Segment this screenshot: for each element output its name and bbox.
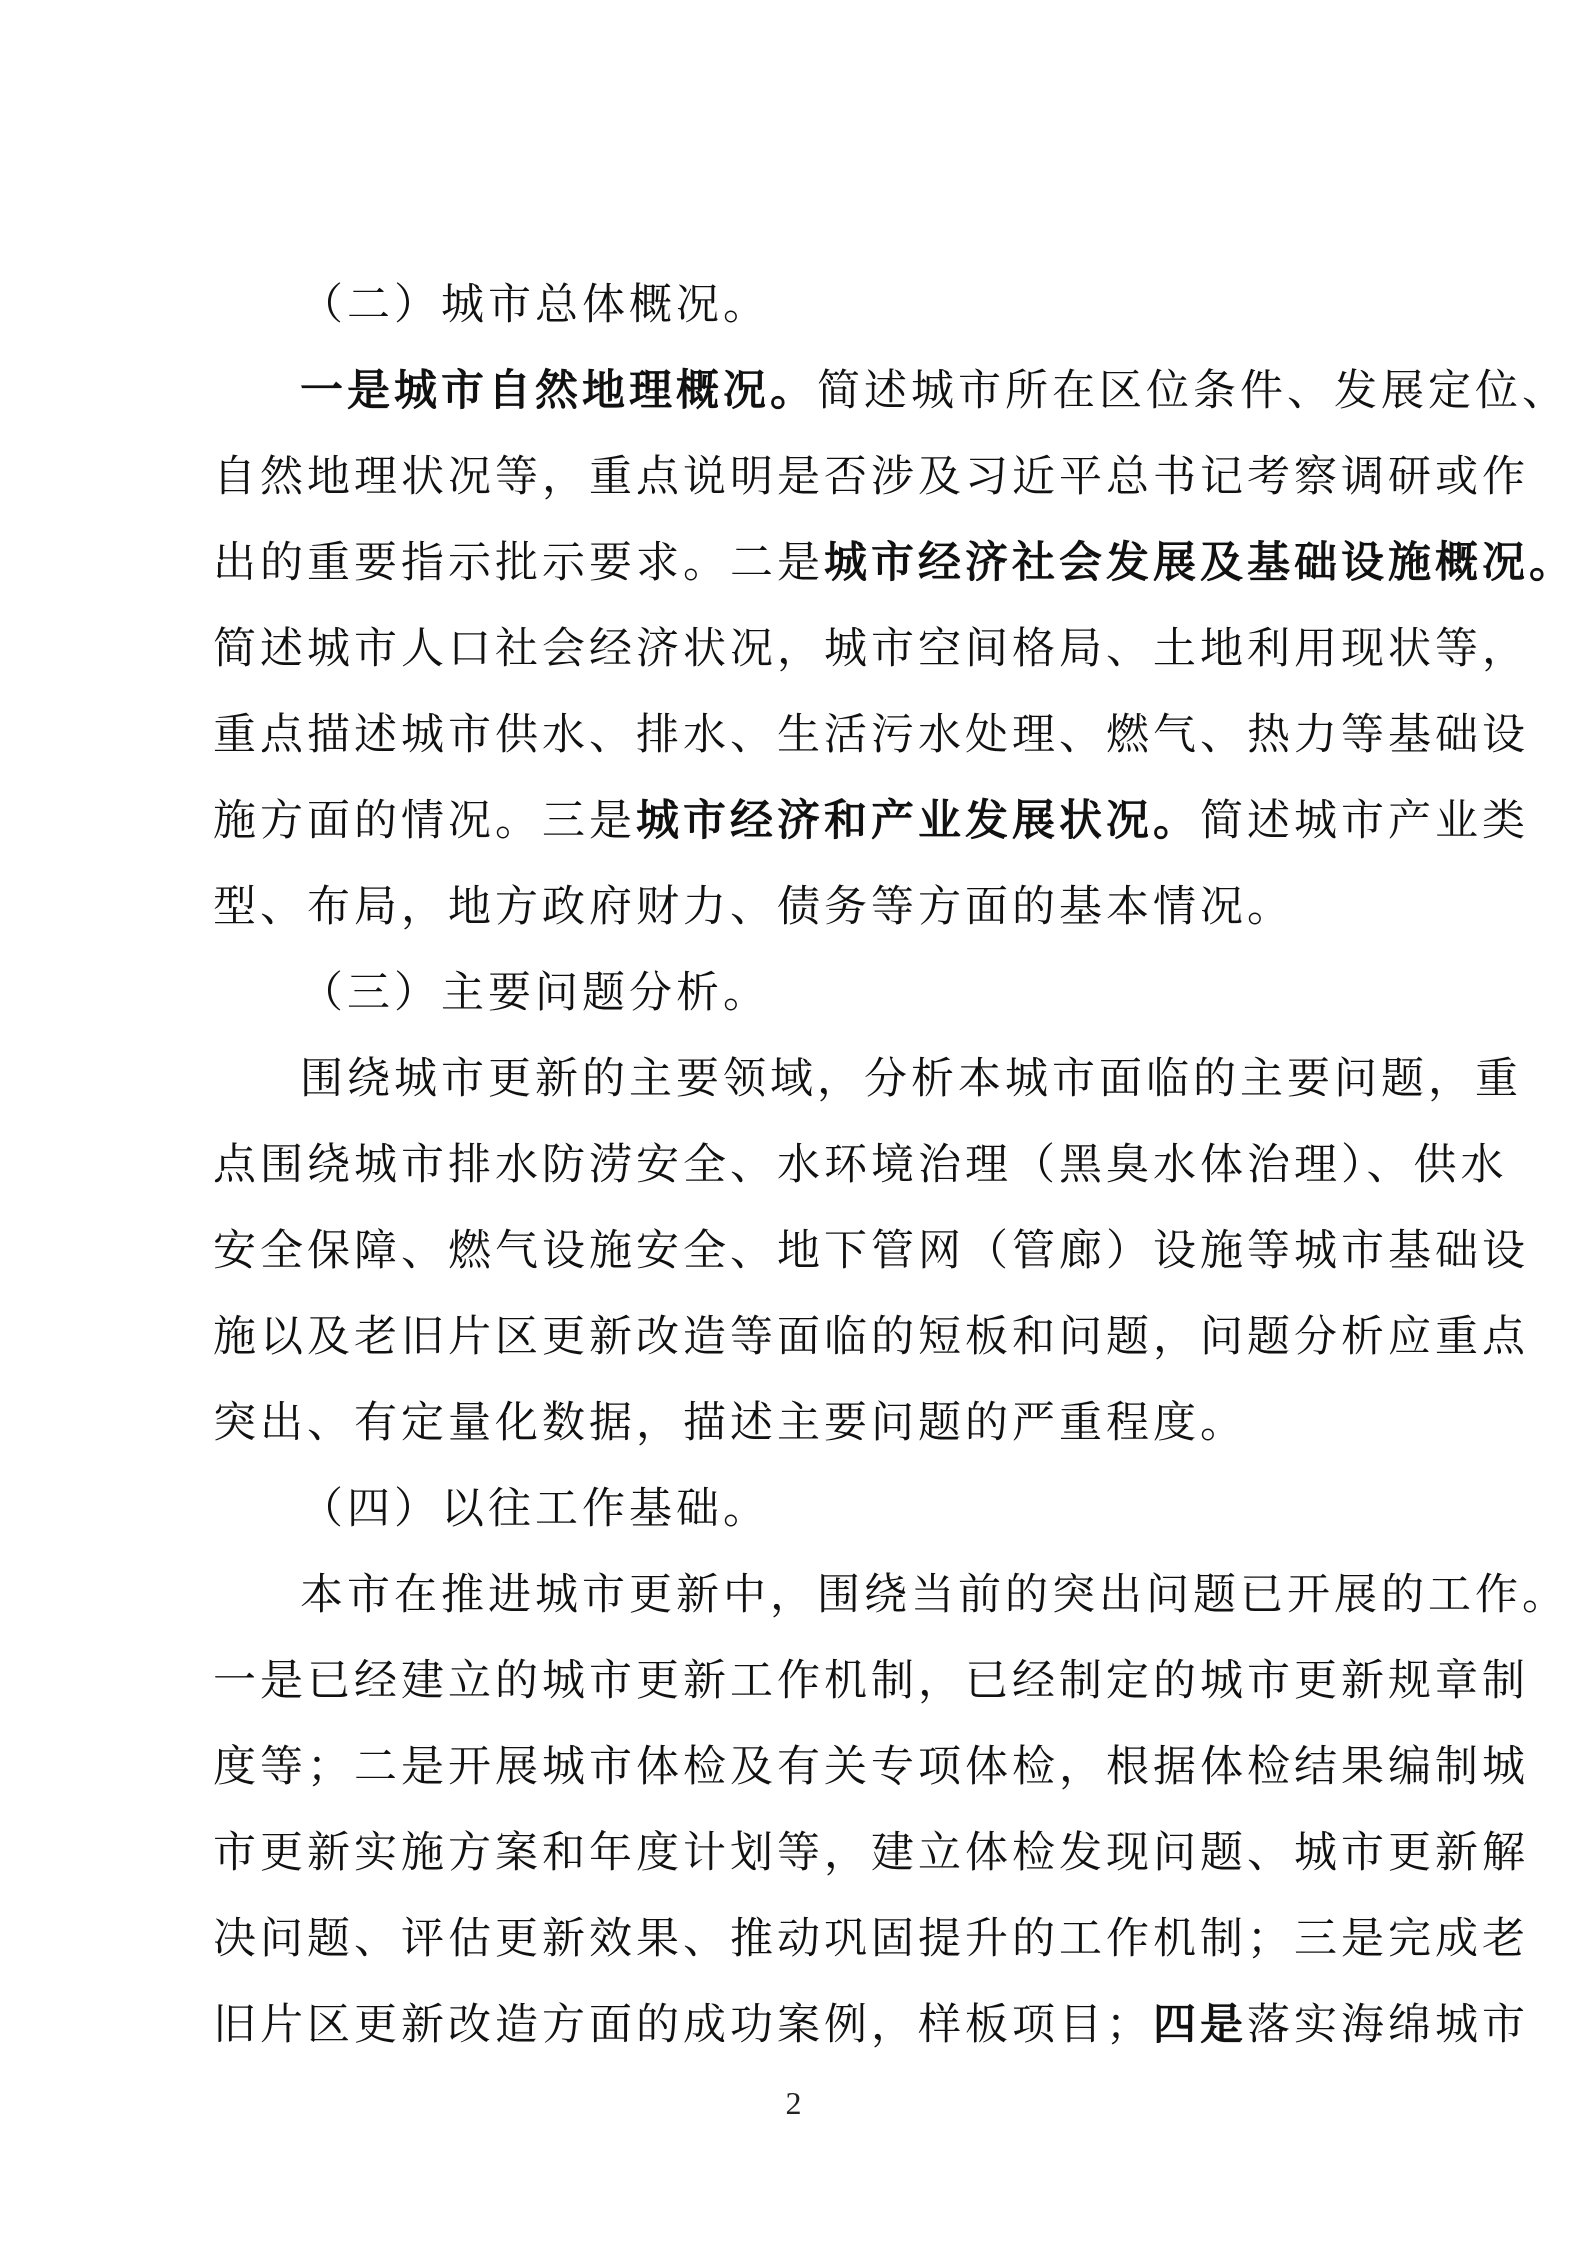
paragraph-line — [300, 348, 1569, 434]
text-run: 简述城市产业类 — [1200, 796, 1529, 846]
section-3-heading: （三）主要问题分析。 — [300, 968, 770, 1018]
paragraph-line: 型、布局，地方政府财力、债务等方面的基本情况。 — [213, 882, 1294, 932]
paragraph-line: 点围绕城市排水防涝安全、水环境治理（黑臭水体治理）、供水 — [213, 1140, 1508, 1190]
paragraph-line: 重点描述城市供水、排水、生活污水处理、燃气、热力等基础设 — [213, 710, 1529, 760]
section-4-heading: （四）以往工作基础。 — [300, 1484, 770, 1534]
paragraph-line — [213, 520, 1576, 606]
bold-lead: 四是 — [1153, 2000, 1247, 2050]
paragraph-line — [213, 1982, 1529, 2068]
paragraph-line: 简述城市人口社会经济状况，城市空间格局、土地利用现状等， — [213, 624, 1529, 674]
paragraph-line: 本市在推进城市更新中，围绕当前的突出问题已开展的工作。 — [300, 1570, 1569, 1620]
paragraph-line: 突出、有定量化数据，描述主要问题的严重程度。 — [213, 1398, 1247, 1448]
text-run: 简述城市所在区位条件、发展定位、 — [817, 366, 1569, 416]
paragraph-line: 自然地理状况等，重点说明是否涉及习近平总书记考察调研或作 — [213, 452, 1529, 502]
text-run: 出的重要指示批示要求。二是 — [213, 538, 824, 588]
text-run: 旧片区更新改造方面的成功案例，样板项目； — [213, 2000, 1153, 2050]
paragraph-line: 施以及老旧片区更新改造等面临的短板和问题，问题分析应重点 — [213, 1312, 1529, 1362]
bold-topic: 城市经济和产业发展状况。 — [636, 796, 1200, 846]
text-run: 落实海绵城市 — [1247, 2000, 1529, 2050]
bold-topic: 城市自然地理概况。 — [394, 366, 817, 416]
paragraph-line: 一是已经建立的城市更新工作机制，已经制定的城市更新规章制 — [213, 1656, 1529, 1706]
bold-lead: 一是 — [300, 366, 394, 416]
bold-topic: 城市经济社会发展及基础设施概况。 — [824, 538, 1576, 588]
paragraph-line: 度等；二是开展城市体检及有关专项体检，根据体检结果编制城 — [213, 1742, 1529, 1792]
paragraph-line — [213, 778, 1529, 864]
paragraph-line: 市更新实施方案和年度计划等，建立体检发现问题、城市更新解 — [213, 1828, 1529, 1878]
paragraph-line: 围绕城市更新的主要领域，分析本城市面临的主要问题，重 — [300, 1054, 1522, 1104]
paragraph-line: 决问题、评估更新效果、推动巩固提升的工作机制；三是完成老 — [213, 1914, 1529, 1964]
paragraph-line: 安全保障、燃气设施安全、地下管网（管廊）设施等城市基础设 — [213, 1226, 1529, 1276]
section-2-heading: （二）城市总体概况。 — [300, 280, 770, 330]
page-number: 2 — [785, 2085, 802, 2121]
text-run: 施方面的情况。三是 — [213, 796, 636, 846]
